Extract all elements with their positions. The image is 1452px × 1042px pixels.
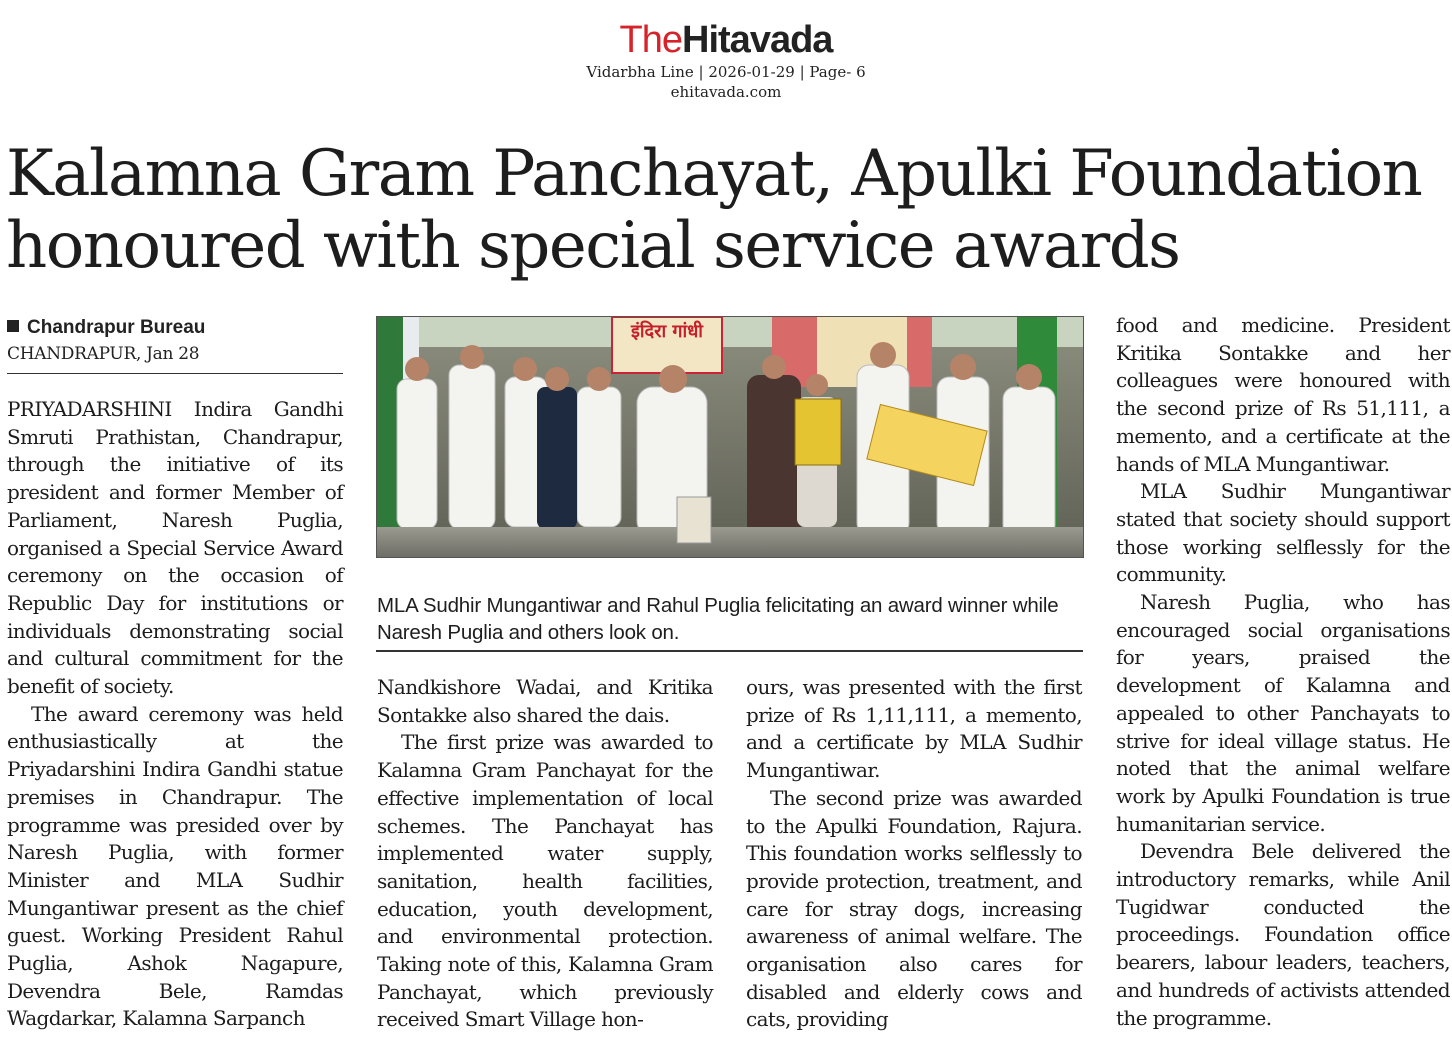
article-column-1 — [7, 396, 343, 1033]
headline-line-1: Kalamna Gram Panchayat, Apulki Foundation — [6, 137, 1422, 211]
byline — [7, 316, 343, 368]
paragraph: The first prize was awarded to Kalamna Gram Panchayat for the effective implementation of local schemes. The Panchayat has implemented water supply, sanitation, health facilities, education, youth development, and environmental protection. Taking note of this, Kalamna Gram Panchayat, which previously received Smart Village hon- — [377, 730, 713, 1032]
paragraph: Naresh Puglia, who has encouraged social organisations for years, praised the development of Kalamna and appealed to other Panchayats to strive for ideal village status. He noted that the animal welfare work by Apulki Foundation is true humanitarian service. — [1116, 590, 1450, 836]
photo-caption: MLA Sudhir Mungantiwar and Rahul Puglia felicitating an award winner while Naresh Puglia and others look on. — [377, 594, 1059, 644]
headline-line-2: honoured with special service awards — [6, 209, 1180, 283]
paragraph: Devendra Bele delivered the introductory remarks, while Anil Tugidwar conducted the proceedings. Foundation office bearers, labour leaders, teachers, and hundreds of activists attended the programme. — [1116, 839, 1450, 1030]
photo-illustration — [377, 317, 1083, 557]
paragraph: food and medicine. President Kritika Sontakke and her colleagues were honoured with the second prize of Rs 51,111, a memento, and a certificate at the hands of MLA Mungantiwar. — [1116, 313, 1450, 476]
article-column-2 — [377, 674, 713, 1034]
caption-divider — [376, 650, 1083, 652]
website-link[interactable]: ehitavada.com — [670, 83, 782, 101]
divider — [7, 373, 343, 374]
dateline: CHANDRAPUR, Jan 28 — [7, 344, 200, 364]
masthead — [0, 18, 1452, 102]
paragraph: The award ceremony was held enthusiastically at the Priyadarshini Indira Gandhi statue premises in Chandrapur. The programme was presided over by Naresh Puglia, with former Minister and MLA Sudhir Mungantiwar present as the chief guest. Working President Rahul Puglia, Ashok Nagapure, Devendra Bele, Ramdas Wagdarkar, Kalamna Sarpanch — [7, 701, 343, 1031]
paragraph: The second prize was awarded to the Apulki Foundation, Rajura. This foundation works selflessly to provide protection, treatment, and care for stray dogs, increasing awareness of animal welfare. The organisation also cares for disabled and elderly cows and cats, providing — [746, 785, 1082, 1032]
square-bullet-icon — [7, 320, 19, 332]
paragraph: PRIYADARSHINI Indira Gandhi Smruti Prathistan, Chandrapur, through the initiative of its president and former Member of Parliament, Naresh Puglia, organised a Special Service Award ceremony on the occasion of Republic Day for institutions or individuals demonstrating social and cultural commitment for the benefit of society. — [7, 397, 343, 699]
bureau-label: Chandrapur Bureau — [27, 317, 206, 338]
edition-line: Vidarbha Line | 2026-01-29 | Page- 6 — [586, 63, 866, 81]
paragraph: MLA Sudhir Mungantiwar stated that society should support those working selflessly for the community. — [1116, 479, 1450, 587]
paragraph: Nandkishore Wadai, and Kritika Sontakke also shared the dais. — [377, 675, 713, 727]
article-column-4 — [1116, 312, 1450, 1032]
logo-the: The — [619, 19, 683, 61]
article-column-3 — [746, 674, 1082, 1034]
photo-banner-text: इंदिरा गांधी — [631, 321, 703, 342]
bureau-name — [7, 316, 343, 340]
article-photo[interactable] — [376, 316, 1084, 558]
logo-name: Hitavada — [682, 19, 833, 61]
paragraph: ours, was presented with the first prize of Rs 1,11,111, a memento, and a certificate by MLA Sudhir Mungantiwar. — [746, 675, 1082, 783]
newspaper-logo[interactable] — [0, 18, 1452, 62]
article-headline — [6, 138, 1446, 282]
